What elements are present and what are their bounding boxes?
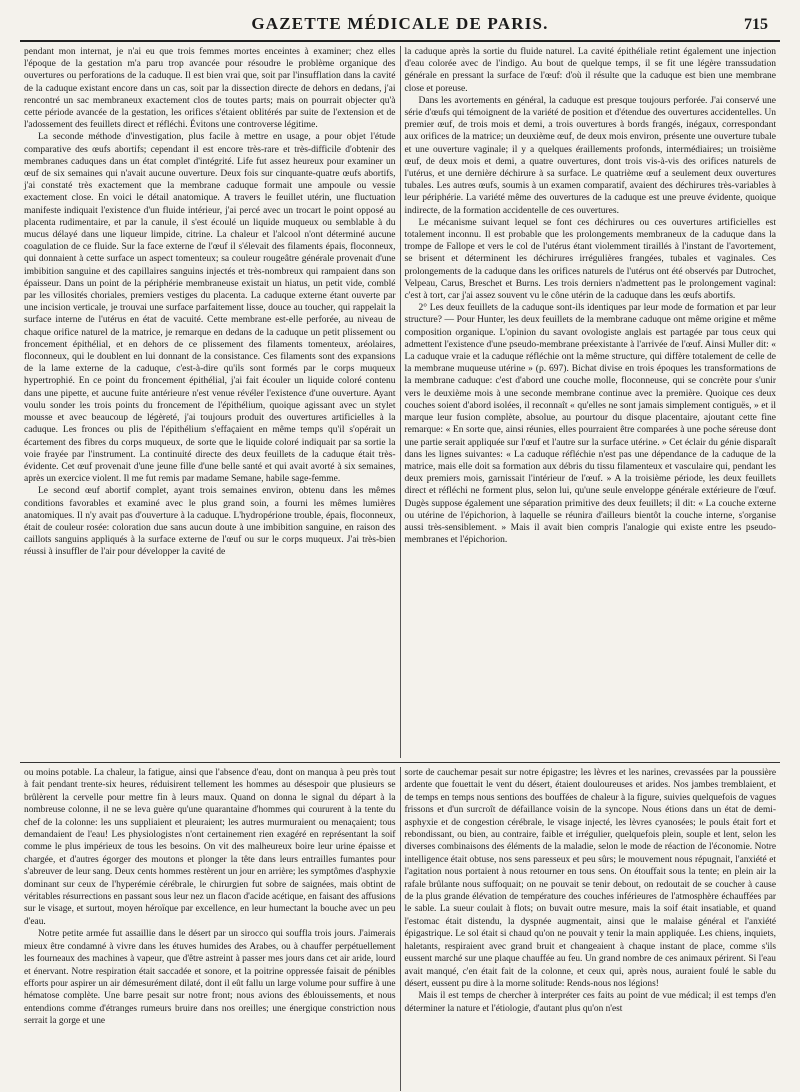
- paragraph: Notre petite armée fut assaillie dans le désert par un sirocco qui souffla trois jours. J'aimerais mieux être condamné à vivre dans les étuves humides des Arabes, ou à chauffer perpétuellement les fourneaux des machines à vapeur, que d'être astreint à passer mes jours dans cet air aride, lourd et énervant. Notre respiration était saccadée et sonore, et la poitrine oppressée faisait de pénibles efforts pour aspirer un air démesurément dilaté, dont il eût fallu un large volume pour suffire à une hématose complète. Une barre pesait sur notre front; nous avions des éblouissements, et nous entendions comme d'étranges rumeurs bruire dans nos oreilles; une énergique constriction nous serrait la gorge et une: [24, 929, 396, 1027]
- journal-title: GAZETTE MÉDICALE DE PARIS.: [251, 14, 549, 33]
- page-header: [20, 8, 780, 42]
- feuilleton-column-left: [20, 767, 400, 1091]
- medical-article-section: [20, 46, 780, 758]
- feuilleton-section: [20, 762, 780, 1091]
- paragraph: Mais il est temps de chercher à interpréter ces faits au point de vue médical; il est temps d'en déterminer la nature et l'étiologie, d'autant plus qu'on n'est: [404, 991, 776, 1014]
- paragraph: Le mécanisme suivant lequel se font ces déchirures ou ces ouvertures artificielles est totalement inconnu. Il est probable que les prolongements membraneux de la caduque dans la trompe de Fallope et vers le col de l'utérus étant violemment tiraillés à l'instant de l'avortement, se brisent et déterminent les déchirures irrégulières frangées, tubales et vaginales. Ces prolongements de la caduque dans les orifices naturels de l'utérus ont été observés par Dutrochet, Velpeau, Carus, Breschet et Burns. Les trois derniers n'admettent pas le prolongement vaginal: c'est à tort, car j'ai assez souvent vu le cône utérin de la caduque dans les œufs abortifs.: [404, 217, 776, 302]
- paragraph: sorte de cauchemar pesait sur notre épigastre; les lèvres et les narines, crevassées par la poussière ardente que fouettait le vent du désert, étaient douloureuses et arides. Nos jambes tremblaient, et de temps en temps nous sentions des bouffées de chaleur à la figure, suivies quelquefois de vagues frissons et d'un surcroît de défaillance voisin de la syncope. Nous étions dans un état de demi-asphyxie et de congestion cérébrale, le visage injecté, les lèvres cyanosées; le pouls était fort et rebondissant, ou bien, au contraire, faible et irrégulier, quelquefois plein, souple et lent, selon les diverses combinaisons des éléments de la maladie, selon le mode de réaction de l'économie. Notre intelligence était obtuse, nos sens paresseux et peu sûrs; le mouvement nous répugnait, l'anxiété et l'agitation nous portaient à nous retourner en tous sens. On étouffait sous la tente; en plein air la rafale brûlante nous suffoquait; on ne pouvait se tenir debout, on redoutait de se coucher à cause de la plus grande élévation de température des couches inférieures de l'atmosphère échauffées par le sable. La sueur coulait à flots; on buvait outre mesure, mais la soif était insatiable, et quand l'estomac était distendu, la dyspnée augmentait, ainsi que le malaise général et l'anxiété épigastrique. Le sol était si chaud qu'on ne pouvait y tenir la main appliquée. Les chiens, inquiets, haletants, respiraient avec grand bruit et changeaient à chaque instant de place, comme s'ils eussent marché sur une plaque chauffée au feu. Un grand nombre de ces animaux périrent. Si l'eau avait manqué, c'en était fait de la colonne, et ceux qui, après nous, auraient foulé le sable du désert, eussent pu dire à la morne solitude: Rends-nous nos légions!: [404, 768, 776, 989]
- article-column-left: [20, 46, 400, 758]
- page-number: 715: [744, 16, 768, 33]
- article-column-right: [401, 46, 781, 758]
- paragraph: La seconde méthode d'investigation, plus facile à mettre en usage, a pour objet l'étude comparative des œufs abortifs; cependant il est encore très-rare et très-difficile d'obtenir des membranes caduques dans un état complet d'intégrité. Life fut assez heureux pour examiner un œuf de six semaines qui n'avait aucune ouverture. Deux fois sur cinquante-quatre œufs abortifs, j'ai constaté très exactement que la membrane caduque formait une ampoule ou vessie exactement close. En voici le détail anatomique. A travers le feuillet utérin, une fluctuation manifeste indiquait l'existence d'un fluide intérieur, j'ai percé avec un trocart le point opposé au placenta rudimentaire, et par la canule, il s'est écoulé un liquide muqueux ou semblable à du mucus délayé dans une liqueur limpide, citrine. La chaleur et l'alcool n'ont déterminé aucune coagulation de ce fluide. Sur la face externe de l'œuf il s'élevait des filaments épais, floconneux, qui donnaient à cette surface un aspect tomenteux; sa couleur rougeâtre générale provenait d'une imbibition sanguine et des capillaires sanguins injectés et très-nombreux qui rampaient dans son épaisseur. Dans un point de la périphérie membraneuse existait un hiatus, un petit vide, comblé par les villosités choriales, premiers vestiges du placenta. La caduque externe étant ouverte par une incision verticale, je trouvai une surface parfaitement lisse, douce au toucher, qui rappelait la surface interne de l'utérus en état de vacuité. Cette membrane est-elle perforée, au niveau de chaque orifice naturel de la matrice, je remarque en dedans de la caduque un petit plissement ou froncement épithélial, et en dehors de ce plissement des filaments tomenteux, aréolaires, floconneux, qui le doublent en lui donnant de la consistance. Ces filaments sont des expansions de la lame externe de la caduque, c'est-à-dire qu'ils sont formés par le corps muqueux hypertrophié. En ce point du froncement épithélial, j'ai fait écouler un liquide coloré contenu dans une pipette, et aucune fuite antérieure n'est venue révéler l'existence d'une ouverture. Ayant voulu sonder les trois points du froncement de l'épithélium, quoique agissant avec un stylet mousse et avec beaucoup de légèreté, j'ai toujours produit des ouvertures artificielles à la caduque. Les fronces ou plis de l'épithélium s'effaçaient en même temps qu'il s'opérait un écartement des fibres du corps muqueux, de sorte que le liquide coloré indiquait par sa sortie la voie frayée par l'instrument. La continuité directe des deux feuillets de la caduque était très-évidente. Cet œuf provenait d'une jeune fille d'une belle santé et qui avait avorté à six semaines, après un exercice violent. Il me fut remis par madame Semane, habile sage-femme.: [24, 132, 396, 485]
- paragraph: Le second œuf abortif complet, ayant trois semaines environ, obtenu dans les mêmes conditions favorables et examiné avec le plus grand soin, a fourni les mêmes lumières anatomiques. Il n'y avait pas d'ouverture à la caduque. L'hydropérione trouble, épais, floconneux, était de couleur rosée: coloration due sans aucun doute à une imbibition sanguine, en raison des caillots sanguins appliqués à la surface externe de l'œuf ou sur le corps muqueux. J'ai très-bien réussi à insuffler de l'air pour développer la cavité de: [24, 486, 396, 558]
- paragraph: Dans les avortements en général, la caduque est presque toujours perforée. J'ai conservé une série d'œufs qui témoignent de la variété de position et d'étendue des ouvertures accidentelles. Un premier œuf, de trois mois et demi, a trois ouvertures à bords frangés, inégaux, correspondant aux orifices de la matrice; un deuxième œuf, de deux mois environ, présente une ouverture tubale et une ouverture vaginale; il y a quelques éraillements profonds, intermédiaires; un troisième œuf, de deux mois et demi, a quatre ouvertures, dont trois vis-à-vis des orifices naturels de l'utérus, et une dernière déchirure à sa surface. Le quatrième œuf a seulement deux ouvertures tubales. Les autres œufs, soumis à un examen comparatif, avaient des déchirures très-variables à leur périphérie. La variété même des ouvertures de la caduque est une preuve évidente, quoique indirecte, de la formation accidentelle de ces ouvertures.: [404, 95, 776, 216]
- paragraph: 2° Les deux feuillets de la caduque sont-ils identiques par leur mode de formation et par leur structure? — Pour Hunter, les deux feuillets de la membrane caduque ont même origine et même composition organique. L'opinion du savant ovologiste anglais est partagée par tous ceux qui admettent l'existence d'une pseudo-membrane préexistante à l'arrivée de l'œuf. Ainsi Muller dit: « La caduque vraie et la caduque réfléchie ont la même structure, qui diffère totalement de celle de la membrane muqueuse utérine » (p. 697). Bichat divise en trois époques les transformations de la membrane caduque: c'est d'abord une couche molle, floconneuse, qui se concrète pour s'unir vers le deuxième mois à une seconde membrane continue avec la première. Quoique ces deux couches soient d'abord isolées, il reconnaît « qu'elles ne sont jamais simplement contiguës, » et il marque leur fusion complète, absolue, au pourtour du disque placentaire, ajoutant cette fine remarque: « En sorte que, ainsi réunies, elles pourraient être comparées à une poche séreuse dont une partie serait appliquée sur l'œuf et l'autre sur la surface utérine. » Cet éclair du génie disparaît dans les lignes suivantes: « La caduque réfléchie n'est pas une dépendance de la caduque de la matrice, mais elle doit sa formation aux débris du tissu filamenteux et vasculaire qui, pendant les deux premiers mois, garnissait l'intérieur de l'œuf. » A la troisième période, les deux feuillets direct et réfléchi ne forment plus, selon lui, qu'une seule enveloppe générale extérieure de l'œuf. Dugès suppose également une séparation primitive des deux feuillets; il dit: « La couche externe ou utérine de l'épichorion, à laquelle se réunira d'ailleurs bientôt la couche interne, s'organise aussi très-sensiblement. » Mais il avait bien compris l'analogie qui existe entre les pseudo-membranes et l'épichorion.: [404, 303, 776, 546]
- paragraph: la caduque après la sortie du fluide naturel. La cavité épithéliale retint également une injection d'eau colorée avec de l'indigo. Au bout de quelque temps, il se fit une légère transsudation générale en pressant la surface de l'œuf: d'où il résulte que la caduque est bien une membrane close et poreuse.: [404, 47, 776, 94]
- paragraph: ou moins potable. La chaleur, la fatigue, ainsi que l'absence d'eau, dont on manqua à peu près tout à fait pendant trente-six heures, réduisirent tellement les hommes au désespoir que plusieurs se brûlèrent la cervelle pour mettre fin à leurs maux. Quand on donna le signal du départ à la nombreuse colonne, il ne se leva guère qu'une quarantaine d'hommes qui coururent à la tente du chef de la colonne: les uns suppliaient et pleuraient; les autres murmuraient ou menaçaient; tous demandaient de l'eau! Les physiologistes n'ont certainement rien exagéré en représentant la soif comme le plus impérieux de tous les besoins. On vit des malheureux boire leur urine épaisse et chargée, et d'autres égorger des moutons et plonger la tête dans leurs entrailles fumantes pour s'abreuver de leur sang. Deux cents hommes restèrent un jour en arrière; les symptômes d'asphyxie dominant sur ceux de l'hyperémie cérébrale, le chirurgien fut sobre de saignées, mais obtint de véritables résurrections en passant sous leur nez un flacon d'acide acétique, en faisant des affusions sur le visage, et surtout, moyen héroïque par excellence, en leur humectant la bouche avec un peu d'eau.: [24, 768, 396, 927]
- paragraph: pendant mon internat, je n'ai eu que trois femmes mortes enceintes à examiner; chez elles l'époque de la gestation m'a paru trop avancée pour résoudre le problème organique des ouvertures ou perforations de la caduque. Il est bien vrai que, soit par l'insufflation dans la cavité de la caduque existant encore dans un cas, soit par la dissection directe de dehors en dedans, j'ai rencontré un sac membraneux exactement clos de toutes parts; mais on pourrait objecter qu'à cette période avancée de la gestation, les orifices s'étaient oblitérés par suite de l'extension et de l'adossement des feuillets direct et réfléchi. Évitons une controverse légitime.: [24, 47, 396, 131]
- feuilleton-column-right: [401, 767, 781, 1091]
